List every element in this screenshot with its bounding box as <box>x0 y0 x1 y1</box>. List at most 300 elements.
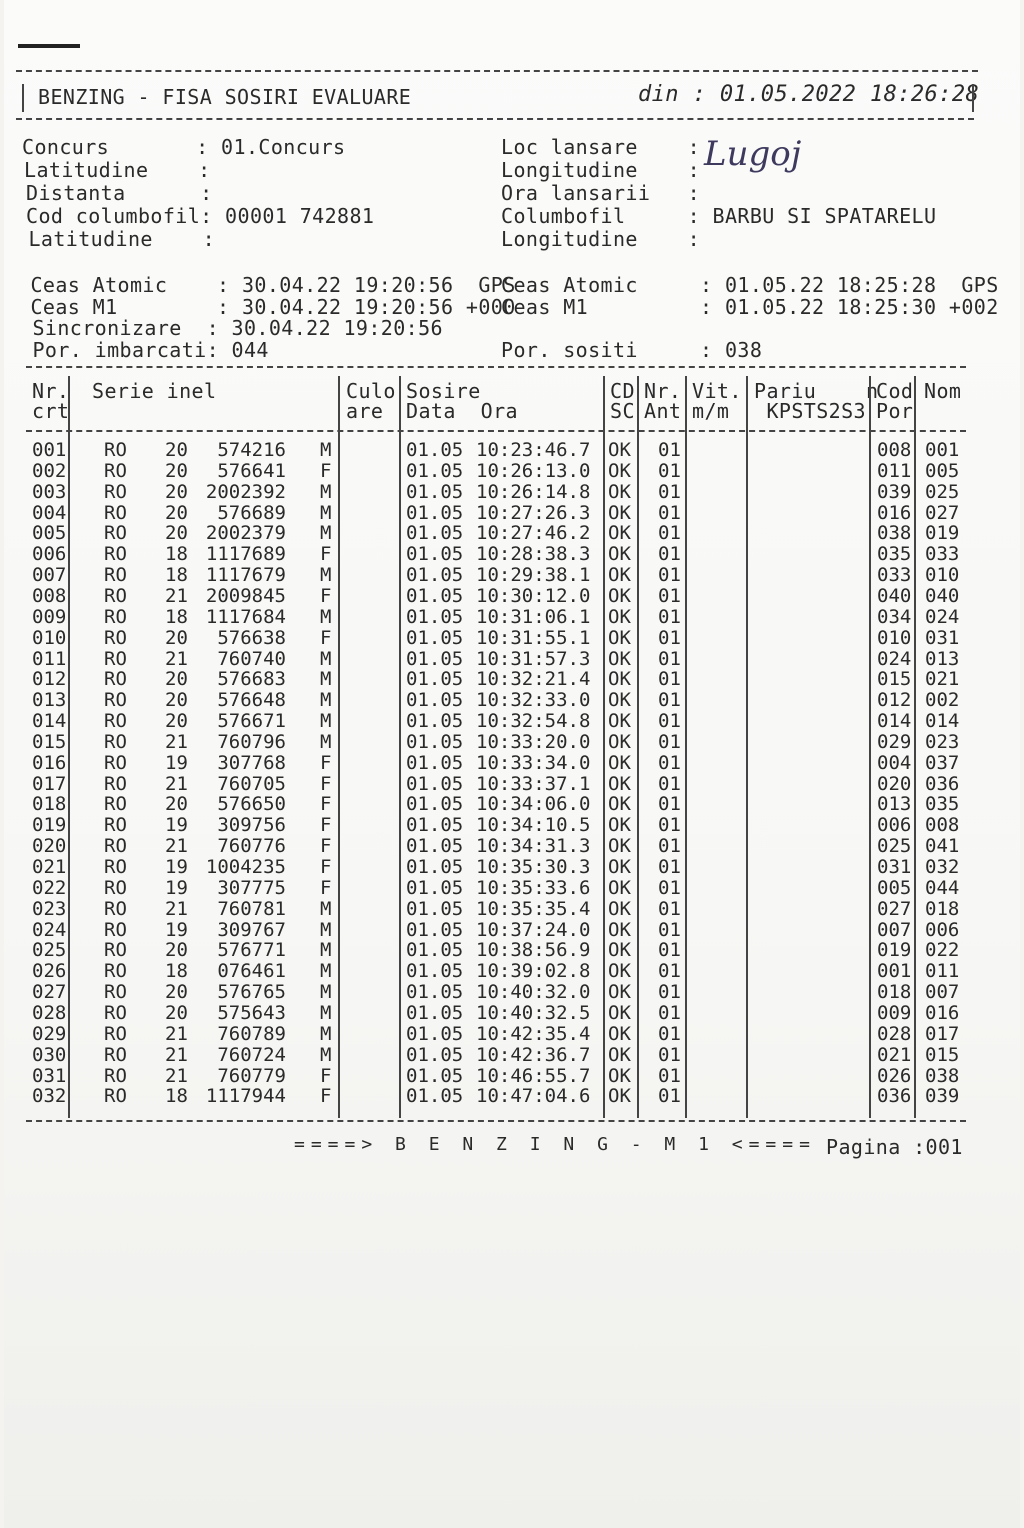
cell-time: 10:30:12.0 <box>476 584 591 607</box>
cell-cdsc: OK <box>608 501 631 524</box>
cell-nr: 026 <box>32 960 67 983</box>
cell-date: 01.05 <box>406 439 464 461</box>
cell-country: RO <box>104 480 127 503</box>
cell-nom: 023 <box>925 730 960 753</box>
cell-antenna: 01 <box>658 605 681 628</box>
col-vit-h1: Vit. <box>692 379 742 403</box>
col-pariu-h2: KPSTS2S3 <box>754 399 866 423</box>
col-cdsc-h1: CD <box>610 379 635 403</box>
cell-ring: 1117944 <box>205 1085 286 1108</box>
cell-nom: 021 <box>925 668 960 691</box>
cell-country: RO <box>104 814 127 837</box>
cell-sex: F <box>320 835 332 858</box>
cell-time: 10:46:55.7 <box>476 1064 591 1087</box>
table-header-rule <box>26 430 966 432</box>
cell-ring: 576650 <box>217 793 286 816</box>
cell-date: 01.05 <box>406 772 464 795</box>
cell-ring: 576765 <box>217 981 286 1004</box>
col-vit-h2: m/m <box>692 399 730 423</box>
cell-year: 20 <box>165 689 188 712</box>
cell-time: 10:33:20.0 <box>476 730 591 753</box>
cell-cod-por: 040 <box>877 584 912 607</box>
cell-antenna: 01 <box>658 1064 681 1087</box>
cell-cod-por: 007 <box>877 918 912 941</box>
cell-cod-por: 021 <box>877 1043 912 1066</box>
cell-country: RO <box>104 876 127 899</box>
cell-time: 10:32:33.0 <box>476 689 591 712</box>
cell-date: 01.05 <box>406 626 464 649</box>
cell-cdsc: OK <box>608 480 631 503</box>
cell-year: 21 <box>165 730 188 753</box>
table-row <box>4 815 1024 836</box>
cell-time: 10:40:32.0 <box>476 981 591 1004</box>
cell-sex: F <box>320 459 332 482</box>
cell-cod-por: 020 <box>877 772 912 795</box>
cell-time: 10:29:38.1 <box>476 564 591 587</box>
table-row <box>4 1045 1024 1066</box>
ceas-m1-start: Ceas M1 : 30.04.22 19:20:56 +000 <box>18 295 516 319</box>
cell-cod-por: 005 <box>877 876 912 899</box>
cell-antenna: 01 <box>658 710 681 733</box>
cell-date: 01.05 <box>406 876 464 899</box>
cell-cdsc: OK <box>608 459 631 482</box>
cell-ring: 760776 <box>217 835 286 858</box>
cell-nom: 025 <box>925 480 960 503</box>
cell-nr: 032 <box>32 1085 67 1108</box>
cell-sex: M <box>320 730 332 753</box>
cell-cod-por: 025 <box>877 835 912 858</box>
report-title: BENZING - FISA SOSIRI EVALUARE <box>38 85 412 109</box>
cell-cod-por: 012 <box>877 689 912 712</box>
cell-nr: 008 <box>32 584 67 607</box>
ceas-m1-end: Ceas M1 : 01.05.22 18:25:30 +002 <box>501 295 999 319</box>
header-right-bar <box>972 84 974 112</box>
cell-country: RO <box>104 1001 127 1024</box>
cell-cod-por: 019 <box>877 939 912 962</box>
cell-sex: F <box>320 876 332 899</box>
report-date: din : 01.05.2022 18:26:28 <box>638 82 980 107</box>
table-row <box>4 857 1024 878</box>
cell-ring: 576648 <box>217 689 286 712</box>
cell-cdsc: OK <box>608 730 631 753</box>
cell-cdsc: OK <box>608 856 631 878</box>
cell-time: 10:42:36.7 <box>476 1043 591 1066</box>
cell-nom: 014 <box>925 710 960 733</box>
latitudine-line: Latitudine : <box>24 158 211 182</box>
cell-date: 01.05 <box>406 459 464 482</box>
cell-antenna: 01 <box>658 1085 681 1108</box>
col-cdsc-h2: SC <box>610 399 635 423</box>
cell-year: 21 <box>165 1022 188 1045</box>
cell-ring: 309756 <box>217 814 286 837</box>
cell-nr: 001 <box>32 439 67 461</box>
cell-ring: 576641 <box>217 459 286 482</box>
cell-antenna: 01 <box>658 543 681 566</box>
cell-country: RO <box>104 1043 127 1066</box>
cell-year: 20 <box>165 1001 188 1024</box>
cell-nom: 001 <box>925 439 960 461</box>
table-row <box>4 503 1024 524</box>
cell-time: 10:28:38.3 <box>476 543 591 566</box>
cell-time: 10:40:32.5 <box>476 1001 591 1024</box>
cell-nom: 007 <box>925 981 960 1004</box>
cell-sex: M <box>320 522 332 545</box>
cell-ring: 760796 <box>217 730 286 753</box>
ora-lansarii-line: Ora lansarii : <box>501 181 701 205</box>
cell-date: 01.05 <box>406 605 464 628</box>
cell-ring: 760789 <box>217 1022 286 1045</box>
cell-time: 10:33:34.0 <box>476 751 591 774</box>
table-row <box>4 920 1024 941</box>
cell-nr: 006 <box>32 543 67 566</box>
cell-cod-por: 026 <box>877 1064 912 1087</box>
col-pariu-h1: Pariu n <box>754 379 879 403</box>
cell-time: 10:31:57.3 <box>476 647 591 670</box>
cell-sex: M <box>320 668 332 691</box>
cell-country: RO <box>104 751 127 774</box>
cell-cdsc: OK <box>608 793 631 816</box>
cell-year: 18 <box>165 564 188 587</box>
cell-date: 01.05 <box>406 730 464 753</box>
cell-time: 10:31:55.1 <box>476 626 591 649</box>
cell-nom: 031 <box>925 626 960 649</box>
cell-cod-por: 024 <box>877 647 912 670</box>
cell-ring: 576689 <box>217 501 286 524</box>
cell-antenna: 01 <box>658 835 681 858</box>
cell-date: 01.05 <box>406 564 464 587</box>
cell-cod-por: 028 <box>877 1022 912 1045</box>
cell-year: 19 <box>165 918 188 941</box>
cell-year: 18 <box>165 960 188 983</box>
table-row <box>4 607 1024 628</box>
cell-cod-por: 038 <box>877 522 912 545</box>
cell-cdsc: OK <box>608 1043 631 1066</box>
cell-nom: 016 <box>925 1001 960 1024</box>
cell-cdsc: OK <box>608 981 631 1004</box>
cell-nom: 011 <box>925 960 960 983</box>
cell-nr: 015 <box>32 730 67 753</box>
table-row <box>4 690 1024 711</box>
cell-nom: 006 <box>925 918 960 941</box>
columbofil-line: Columbofil : BARBU SI SPATARELU <box>501 204 937 228</box>
cell-ring: 576638 <box>217 626 286 649</box>
cell-ring: 2009845 <box>205 584 286 607</box>
cell-ring: 576683 <box>217 668 286 691</box>
cell-sex: M <box>320 1043 332 1066</box>
cell-time: 10:37:24.0 <box>476 918 591 941</box>
header-top-rule <box>16 70 978 72</box>
cell-antenna: 01 <box>658 730 681 753</box>
cell-year: 20 <box>165 793 188 816</box>
cell-cod-por: 009 <box>877 1001 912 1024</box>
cell-year: 21 <box>165 1064 188 1087</box>
cell-sex: M <box>320 647 332 670</box>
cell-nom: 044 <box>925 876 960 899</box>
header-left-bar <box>22 84 24 112</box>
cell-country: RO <box>104 668 127 691</box>
cell-nr: 004 <box>32 501 67 524</box>
cell-nr: 014 <box>32 710 67 733</box>
concurs-line: Concurs : 01.Concurs <box>22 135 346 159</box>
cell-nr: 027 <box>32 981 67 1004</box>
distanta-line: Distanta : <box>26 181 213 205</box>
col-nrant-h1: Nr. <box>644 379 682 403</box>
cell-nom: 010 <box>925 564 960 587</box>
cell-nom: 036 <box>925 772 960 795</box>
cell-date: 01.05 <box>406 480 464 503</box>
cell-country: RO <box>104 439 127 461</box>
cell-antenna: 01 <box>658 981 681 1004</box>
cell-cdsc: OK <box>608 584 631 607</box>
table-row <box>4 586 1024 607</box>
cell-country: RO <box>104 522 127 545</box>
cell-date: 01.05 <box>406 1022 464 1045</box>
cell-cdsc: OK <box>608 751 631 774</box>
cell-ring: 1117679 <box>205 564 286 587</box>
cell-time: 10:27:46.2 <box>476 522 591 545</box>
cell-year: 19 <box>165 856 188 878</box>
cell-antenna: 01 <box>658 689 681 712</box>
cell-antenna: 01 <box>658 814 681 837</box>
cell-time: 10:47:04.6 <box>476 1085 591 1108</box>
cell-nom: 008 <box>925 814 960 837</box>
cell-time: 10:35:30.3 <box>476 856 591 878</box>
cell-cod-por: 006 <box>877 814 912 837</box>
cell-nr: 023 <box>32 897 67 920</box>
cell-cod-por: 035 <box>877 543 912 566</box>
cell-sex: F <box>320 814 332 837</box>
cell-date: 01.05 <box>406 897 464 920</box>
cell-antenna: 01 <box>658 668 681 691</box>
cell-nr: 011 <box>32 647 67 670</box>
cell-ring: 1004235 <box>205 856 286 878</box>
cell-ring: 307775 <box>217 876 286 899</box>
cell-antenna: 01 <box>658 751 681 774</box>
col-culoare-h2: are <box>346 399 384 423</box>
cell-year: 20 <box>165 459 188 482</box>
cell-time: 10:31:06.1 <box>476 605 591 628</box>
cell-cdsc: OK <box>608 522 631 545</box>
cell-sex: F <box>320 856 332 878</box>
cell-nom: 027 <box>925 501 960 524</box>
cell-date: 01.05 <box>406 689 464 712</box>
cell-antenna: 01 <box>658 1043 681 1066</box>
cell-ring: 309767 <box>217 918 286 941</box>
cell-nr: 029 <box>32 1022 67 1045</box>
cell-date: 01.05 <box>406 1001 464 1024</box>
cell-country: RO <box>104 543 127 566</box>
cell-date: 01.05 <box>406 981 464 1004</box>
cell-nom: 037 <box>925 751 960 774</box>
cell-nr: 021 <box>32 856 67 878</box>
cell-antenna: 01 <box>658 584 681 607</box>
cell-date: 01.05 <box>406 835 464 858</box>
cell-nom: 039 <box>925 1085 960 1108</box>
cell-year: 21 <box>165 584 188 607</box>
cell-date: 01.05 <box>406 814 464 837</box>
cell-antenna: 01 <box>658 793 681 816</box>
cell-sex: M <box>320 1022 332 1045</box>
cell-nr: 010 <box>32 626 67 649</box>
porumbei-sositi: Por. sositi : 038 <box>501 338 763 362</box>
cell-sex: M <box>320 689 332 712</box>
cell-country: RO <box>104 939 127 962</box>
cell-nr: 002 <box>32 459 67 482</box>
cell-country: RO <box>104 584 127 607</box>
cell-time: 10:39:02.8 <box>476 960 591 983</box>
cell-cod-por: 034 <box>877 605 912 628</box>
cell-antenna: 01 <box>658 501 681 524</box>
cell-sex: F <box>320 1085 332 1108</box>
cell-time: 10:42:35.4 <box>476 1022 591 1045</box>
cell-nom: 005 <box>925 459 960 482</box>
cell-country: RO <box>104 710 127 733</box>
cell-year: 20 <box>165 522 188 545</box>
cell-cdsc: OK <box>608 605 631 628</box>
cell-cod-por: 014 <box>877 710 912 733</box>
cell-time: 10:35:35.4 <box>476 897 591 920</box>
latitudine-line-2: Latitudine : <box>16 227 216 251</box>
table-row <box>4 982 1024 1003</box>
cell-year: 20 <box>165 668 188 691</box>
cell-nom: 017 <box>925 1022 960 1045</box>
cell-country: RO <box>104 835 127 858</box>
cell-sex: M <box>320 439 332 461</box>
table-row <box>4 565 1024 586</box>
longitudine-line-2: Longitudine : <box>501 227 701 251</box>
cell-year: 20 <box>165 981 188 1004</box>
cell-country: RO <box>104 689 127 712</box>
table-row <box>4 961 1024 982</box>
cell-nr: 007 <box>32 564 67 587</box>
cell-nr: 022 <box>32 876 67 899</box>
cell-ring: 576771 <box>217 939 286 962</box>
corner-mark <box>18 44 80 48</box>
cell-ring: 760781 <box>217 897 286 920</box>
cell-nr: 003 <box>32 480 67 503</box>
cell-nom: 013 <box>925 647 960 670</box>
cell-country: RO <box>104 501 127 524</box>
cell-country: RO <box>104 772 127 795</box>
cell-country: RO <box>104 981 127 1004</box>
cell-sex: M <box>320 1001 332 1024</box>
cell-date: 01.05 <box>406 501 464 524</box>
cell-ring: 760724 <box>217 1043 286 1066</box>
cell-time: 10:32:21.4 <box>476 668 591 691</box>
table-row <box>4 732 1024 753</box>
cell-nom: 018 <box>925 897 960 920</box>
cell-cod-por: 016 <box>877 501 912 524</box>
cell-ring: 576671 <box>217 710 286 733</box>
cell-date: 01.05 <box>406 647 464 670</box>
cell-sex: M <box>320 480 332 503</box>
cell-sex: F <box>320 793 332 816</box>
cell-nom: 024 <box>925 605 960 628</box>
cell-cdsc: OK <box>608 668 631 691</box>
cell-country: RO <box>104 856 127 878</box>
cell-antenna: 01 <box>658 647 681 670</box>
cell-cod-por: 015 <box>877 668 912 691</box>
cell-date: 01.05 <box>406 856 464 878</box>
table-row <box>4 836 1024 857</box>
cell-nr: 016 <box>32 751 67 774</box>
cell-ring: 760740 <box>217 647 286 670</box>
cell-year: 18 <box>165 605 188 628</box>
cell-nom: 032 <box>925 856 960 878</box>
cell-sex: F <box>320 1064 332 1087</box>
table-bottom-rule <box>26 1120 966 1122</box>
cell-ring: 575643 <box>217 1001 286 1024</box>
cell-year: 21 <box>165 1043 188 1066</box>
cell-nr: 009 <box>32 605 67 628</box>
cell-year: 21 <box>165 835 188 858</box>
cell-sex: M <box>320 981 332 1004</box>
cell-sex: M <box>320 501 332 524</box>
cell-cdsc: OK <box>608 647 631 670</box>
cell-antenna: 01 <box>658 856 681 878</box>
cell-ring: 760779 <box>217 1064 286 1087</box>
cell-cod-por: 011 <box>877 459 912 482</box>
cell-time: 10:34:10.5 <box>476 814 591 837</box>
col-sosire-h2: Data Ora <box>406 399 518 423</box>
cell-antenna: 01 <box>658 439 681 461</box>
cell-nr: 013 <box>32 689 67 712</box>
cell-cdsc: OK <box>608 439 631 461</box>
table-row <box>4 649 1024 670</box>
cell-time: 10:27:26.3 <box>476 501 591 524</box>
table-row <box>4 794 1024 815</box>
cell-nom: 035 <box>925 793 960 816</box>
cell-date: 01.05 <box>406 1085 464 1108</box>
table-row <box>4 523 1024 544</box>
cell-country: RO <box>104 626 127 649</box>
cell-nr: 024 <box>32 918 67 941</box>
cell-sex: F <box>320 772 332 795</box>
cell-antenna: 01 <box>658 876 681 899</box>
cell-ring: 760705 <box>217 772 286 795</box>
cell-country: RO <box>104 1064 127 1087</box>
cell-country: RO <box>104 647 127 670</box>
cell-time: 10:26:14.8 <box>476 480 591 503</box>
cell-year: 18 <box>165 1085 188 1108</box>
col-nrant-h2: Ant <box>644 399 682 423</box>
table-row <box>4 669 1024 690</box>
cell-cod-por: 018 <box>877 981 912 1004</box>
cell-time: 10:32:54.8 <box>476 710 591 733</box>
cell-time: 10:34:31.3 <box>476 835 591 858</box>
cell-country: RO <box>104 960 127 983</box>
cell-time: 10:23:46.7 <box>476 439 591 461</box>
cell-cod-por: 036 <box>877 1085 912 1108</box>
table-row <box>4 878 1024 899</box>
cell-antenna: 01 <box>658 459 681 482</box>
cell-cod-por: 033 <box>877 564 912 587</box>
ceas-atomic-end: Ceas Atomic : 01.05.22 18:25:28 GPS <box>501 273 999 297</box>
cell-cdsc: OK <box>608 689 631 712</box>
cell-nom: 002 <box>925 689 960 712</box>
cell-cdsc: OK <box>608 710 631 733</box>
cell-date: 01.05 <box>406 939 464 962</box>
cell-nr: 005 <box>32 522 67 545</box>
cell-time: 10:38:56.9 <box>476 939 591 962</box>
cell-sex: M <box>320 960 332 983</box>
cell-antenna: 01 <box>658 1022 681 1045</box>
table-row <box>4 940 1024 961</box>
header-bottom-rule <box>16 118 974 120</box>
longitudine-line: Longitudine : <box>501 158 701 182</box>
cell-nr: 030 <box>32 1043 67 1066</box>
table-row <box>4 774 1024 795</box>
